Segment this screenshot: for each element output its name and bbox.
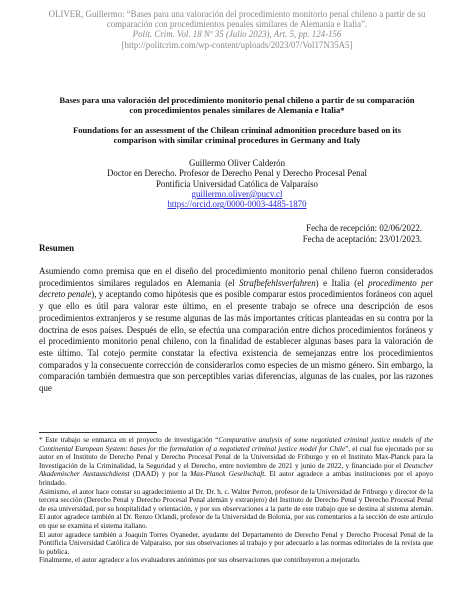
abstract-heading: Resumen	[39, 243, 75, 253]
author-name: Guillermo Oliver Calderón	[188, 158, 286, 168]
footnote-acknowledgement-perron: Asimismo, el autor hace constar su agradecimiento al Dr. Dr. h. c. Walter Perron, profesor de la Universidad de Friburgo y director de la tercera sección (Derecho Penal y Derecho Procesal Penal alemán y extranjero) del Instituto de Derecho Penal y Derecho Procesal Penal de esa universidad, por su hospitalidad y orientación, y por sus observaciones a la parte de este trabajo que se destina al sistema alemán. El autor agradece también al Dr. Renzo Orlandi, profesor de la Universidad de Bolonia, por sus comentarios a la sección de este artículo en que se examina el sistema italiano.	[39, 487, 433, 530]
abstract-term-italian: procedimento per decreto penale	[39, 277, 433, 300]
author-orcid-link[interactable]: https://orcid.org/0000-0003-4485-1870	[167, 199, 307, 210]
footnote-funding: * Este trabajo se enmarca en el proyecto de investigación “Comparative analysis of some negotiated criminal justice models of the Continental European System: bases for the formulation of a negotiated criminal justice model for Chile”, el cual fue ejecutado por su autor en el Instituto de Derecho Penal y Derecho Procesal Penal de la Universidad de Friburgo y en el Instituto Max-Planck para la Investigación de la Criminalidad, la Seguridad y el Derecho, entre noviembre de 2021 y junio de 2022, y financiado por el Deutscher Akademischer Austauschdienst (DAAD) y por la Max-Planck Gesellschaft. El autor agradece a ambas instituciones por el apoyo brindado.	[39, 436, 433, 487]
abstract-text: Asumiendo como premisa que en el diseño del procedimiento monitorio penal chileno fueron considerados procedimientos similares regulados en Alemania (el	[39, 266, 433, 288]
author-block	[60, 158, 414, 209]
footnotes	[39, 436, 433, 565]
abstract-body	[39, 266, 433, 395]
abstract-term-german: Strafbefehlsverfahren	[239, 277, 316, 288]
footnote-divider	[39, 432, 157, 433]
author-affiliation: Doctor en Derecho. Profesor de Derecho Penal y Derecho Procesal Penal	[107, 168, 367, 179]
journal-volume-line: Polít. Crim. Vol. 18 Nº 35 (Julio 2023), Art. 5, pp. 124-156	[132, 29, 342, 40]
citation-url: [http://politcrim.com/wp-content/uploads/2023/07/Vol17N35A5]	[121, 39, 353, 50]
footnote-acknowledgement-reviewers: Finalmente, el autor agradece a los evaluadores anónimos por sus observaciones que contribuyeron a mejorarlo.	[39, 556, 361, 565]
abstract-text: ) e Italia (el	[315, 277, 369, 288]
citation-line: OLIVER, Guillermo: “Bases para una valoración del procedimiento monitorio penal chileno a partir de su comparación con procedimientos penales similares de Alemania e Italia”.	[48, 9, 426, 30]
received-date: Fecha de recepción: 02/06/2022.	[306, 223, 422, 233]
citation-header	[40, 9, 434, 50]
title-english: Foundations for an assessment of the Chilean criminal admonition procedure based on its comparison with similar criminal procedures in Germany and Italy	[72, 125, 402, 145]
accepted-date: Fecha de aceptación: 23/01/2023.	[302, 233, 422, 244]
submission-dates	[303, 223, 422, 244]
abstract-text: ), y aceptando como hipótesis que es posible comparar estos procedimientos foráneos con aquel y que ello es útil para valorar este último, en el presente trabajo se ofrece una descripción de esos procedimientos extranjeros y se resume algunas de las más importantes críticas planteadas en su contra por la doctrina de esos países. Después de ello, se efectúa una comparación entre dichos procedimientos foráneos y el procedimiento monitorio penal chileno, con la finalidad de establecer algunas bases para la valoración de este último. Tal cotejo permite constatar la efectiva existencia de semejanzas entre los procedimientos comparados y la consecuente corrección de considerarlos como especies de un mismo género. Sin embargo, la comparación también demuestra que son perceptibles varias diferencias, algunas de las cuales, por las razones que	[39, 289, 433, 394]
author-university: Pontificia Universidad Católica de Valparaíso	[155, 178, 318, 189]
author-email-link[interactable]: guillermo.oliver@pucv.cl	[191, 188, 283, 199]
footnote-acknowledgement-torres: El autor agradece también a Joaquín Torres Oyaneder, ayudante del Departamento de Derecho Penal y Derecho Procesal Penal de la Pontificia Universidad Católica de Valparaíso, por sus observaciones al trabajo y por adecuarlo a las normas editoriales de la revista que lo publica.	[39, 530, 433, 556]
title-spanish: Bases para una valoración del procedimiento monitorio penal chileno a partir de su comparación con procedimientos penales similares de Alemania e Italia*	[59, 95, 415, 115]
